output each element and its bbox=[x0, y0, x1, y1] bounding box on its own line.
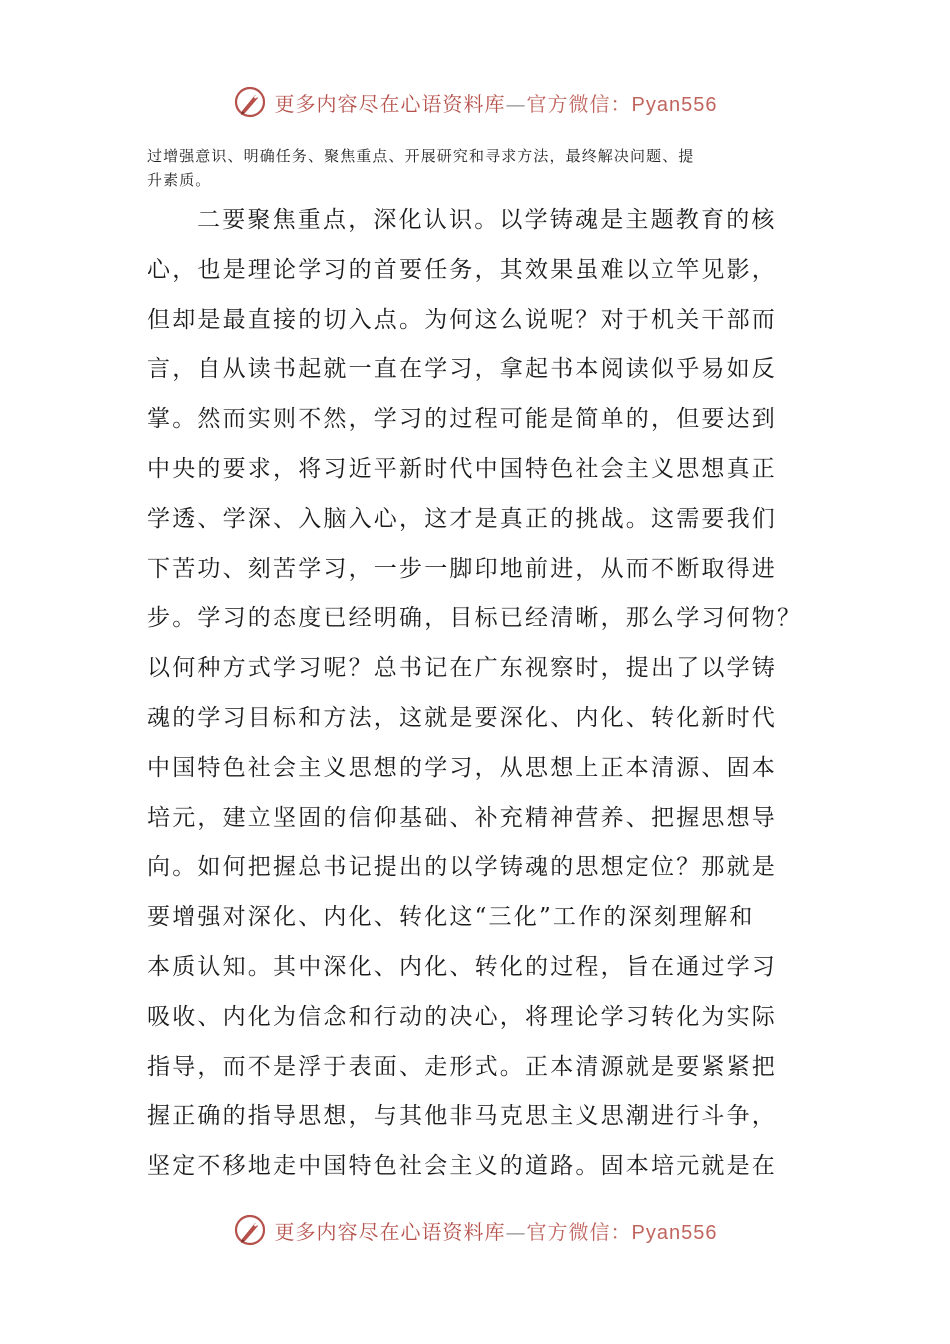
pen-nib-logo-icon bbox=[233, 85, 267, 119]
paragraph-line: 以何种方式学习呢？总书记在广东视察时，提出了以学铸 bbox=[147, 655, 777, 682]
pen-nib-logo-icon bbox=[233, 1213, 267, 1247]
paragraph-line: 吸收、内化为信念和行动的决心，将理论学习转化为实际 bbox=[147, 1003, 777, 1030]
paragraph-line: 握正确的指导思想，与其他非马克思主义思潮进行斗争， bbox=[147, 1103, 777, 1130]
header-watermark-title: 更多内容尽在心语资料库 bbox=[274, 91, 506, 116]
paragraph-line: 向。如何把握总书记提出的以学铸魂的思想定位？那就是 bbox=[147, 854, 777, 881]
header-watermark-banner bbox=[0, 82, 950, 122]
footer-watermark-banner bbox=[0, 1210, 950, 1250]
paragraph-line: 步。学习的态度已经明确，目标已经清晰，那么学习何物？ bbox=[147, 605, 803, 632]
paragraph-line: 心，也是理论学习的首要任务，其效果虽难以立竿见影， bbox=[147, 256, 777, 283]
paragraph-line: 指导，而不是浮于表面、走形式。正本清源就是要紧紧把 bbox=[147, 1053, 777, 1080]
header-watermark-wechat: 官方微信：Pyan556 bbox=[526, 93, 718, 116]
header-watermark-separator: — bbox=[505, 91, 527, 116]
footer-watermark-title: 更多内容尽在心语资料库 bbox=[274, 1219, 506, 1244]
paragraph-line: 言，自从读书起就一直在学习，拿起书本阅读似乎易如反 bbox=[147, 356, 777, 383]
footer-watermark-text bbox=[275, 1216, 718, 1245]
paragraph-line: 下苦功、刻苦学习，一步一脚印地前进，从而不断取得进 bbox=[147, 555, 777, 582]
paragraph-line: 魂的学习目标和方法，这就是要深化、内化、转化新时代 bbox=[147, 704, 777, 731]
paragraph-line: 坚定不移地走中国特色社会主义的道路。固本培元就是在 bbox=[147, 1153, 777, 1180]
main-paragraph bbox=[147, 196, 807, 1192]
paragraph-line: 但却是最直接的切入点。为何这么说呢？对于机关干部而 bbox=[147, 306, 777, 333]
paragraph-line: 中国特色社会主义思想的学习，从思想上正本清源、固本 bbox=[147, 754, 777, 781]
footer-watermark-wechat: 官方微信：Pyan556 bbox=[526, 1221, 718, 1244]
lead-paragraph-line: 过增强意识、明确任务、聚焦重点、开展研究和寻求方法，最终解决问题、提 bbox=[147, 147, 695, 165]
paragraph-line: 二要聚焦重点，深化认识。以学铸魂是主题教育的核 bbox=[197, 207, 777, 233]
paragraph-line: 要增强对深化、内化、转化这“三化”工作的深刻理解和 bbox=[147, 904, 755, 931]
paragraph-line: 本质认知。其中深化、内化、转化的过程，旨在通过学习 bbox=[147, 953, 777, 980]
lead-paragraph bbox=[147, 144, 807, 192]
paragraph-line: 培元，建立坚固的信仰基础、补充精神营养、把握思想导 bbox=[147, 804, 777, 831]
paragraph-line: 学透、学深、入脑入心，这才是真正的挑战。这需要我们 bbox=[147, 505, 777, 532]
paragraph-line: 掌。然而实则不然，学习的过程可能是简单的，但要达到 bbox=[147, 406, 777, 433]
lead-paragraph-line: 升素质。 bbox=[147, 171, 212, 189]
paragraph-line: 中央的要求，将习近平新时代中国特色社会主义思想真正 bbox=[147, 455, 777, 482]
footer-watermark-separator: — bbox=[505, 1219, 527, 1244]
header-watermark-text bbox=[275, 88, 718, 117]
